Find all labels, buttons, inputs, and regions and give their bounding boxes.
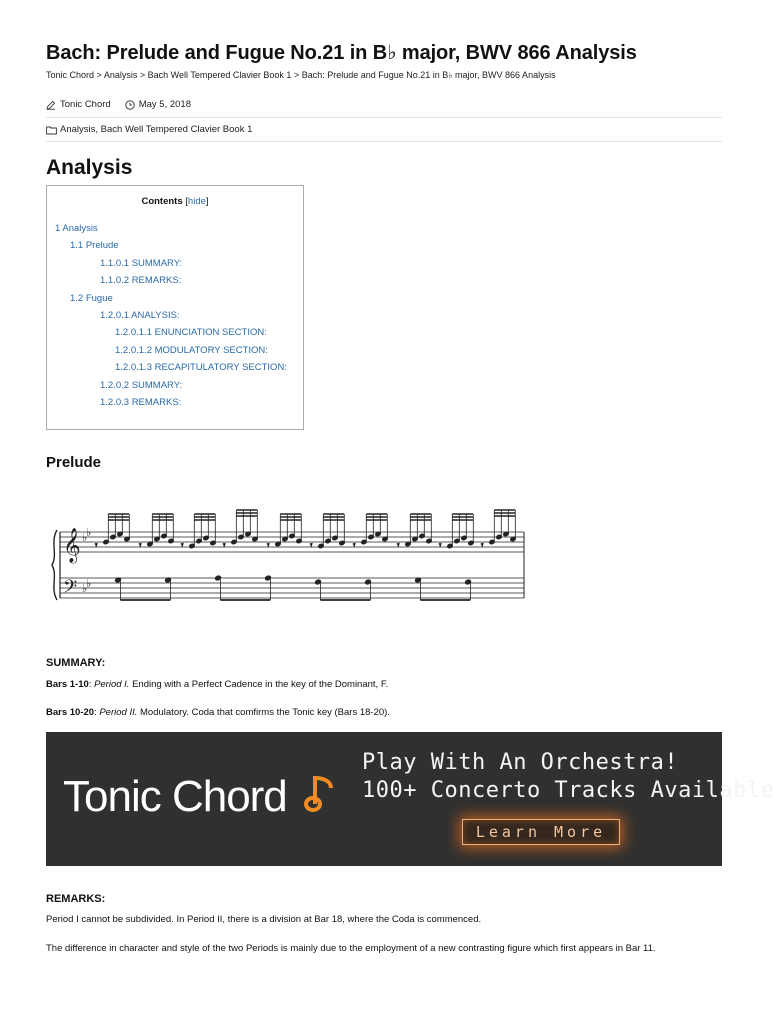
pencil-icon: [46, 100, 56, 110]
svg-text:𝄢: 𝄢: [63, 577, 78, 602]
summary-period-1: Period I.: [94, 679, 130, 690]
banner-tagline-2: 100+ Concerto Tracks Available: [362, 778, 774, 803]
toc-list: [47, 224, 287, 415]
toc-item-recapitulatory[interactable]: 1.2.0.1.3 RECAPITULATORY SECTION:: [115, 362, 287, 374]
toc-item-fugue[interactable]: 1.2 Fugue: [70, 292, 113, 304]
svg-text:𝄾: 𝄾: [439, 541, 442, 551]
breadcrumb-separator: >: [293, 70, 300, 80]
clock-icon: [125, 100, 135, 110]
toc-title: Contents: [141, 196, 183, 207]
toc-item-analysis[interactable]: 1 Analysis: [55, 223, 98, 234]
svg-text:♭: ♭: [86, 526, 92, 539]
author-link[interactable]: Tonic Chord: [60, 99, 111, 110]
breadcrumb-analysis[interactable]: Analysis: [103, 70, 138, 80]
breadcrumb-separator: >: [96, 70, 102, 80]
toc-item-fugue-analysis[interactable]: 1.2.0.1 ANALYSIS:: [100, 309, 180, 321]
summary-bars-2: Bars 10-20: [46, 707, 95, 718]
summary-text-2: Modulatory. Coda that comfirms the Tonic key (Bars 18-20).: [140, 707, 390, 718]
svg-text:♭: ♭: [86, 577, 92, 590]
svg-text:𝄾: 𝄾: [481, 541, 484, 551]
remarks-paragraph-2: The difference in character and style of the two Periods is mainly due to the employment of a new contrasting figure which first appears in Bar 11.: [46, 943, 656, 954]
summary-line-2: Bars 10-20: Period II. Modulatory. Coda that comfirms the Tonic key (Bars 18-20).: [46, 707, 390, 718]
breadcrumb: [46, 70, 556, 81]
summary-heading: SUMMARY:: [46, 657, 106, 669]
toc-item-fugue-summary[interactable]: 1.2.0.2 SUMMARY:: [100, 379, 183, 391]
divider: [46, 141, 722, 142]
svg-text:𝄾: 𝄾: [223, 541, 226, 551]
svg-text:𝄾: 𝄾: [267, 541, 270, 551]
summary-line-1: Bars 1-10: Period I. Ending with a Perfect Cadence in the key of the Dominant, F.: [46, 679, 389, 690]
promo-banner[interactable]: [46, 732, 774, 866]
remarks-paragraph-1: Period I cannot be subdivided. In Period II, there is a division at Bar 18, where the Coda is commenced.: [46, 914, 482, 925]
section-heading-analysis: Analysis: [46, 156, 133, 179]
svg-text:𝄾: 𝄾: [310, 541, 313, 551]
section-heading-prelude: Prelude: [46, 454, 102, 471]
page-title: Bach: Prelude and Fugue No.21 in B♭ major, BWV 866 Analysis: [46, 42, 637, 64]
music-note-icon: [305, 772, 335, 816]
category-links[interactable]: Analysis, Bach Well Tempered Clavier Book 1: [60, 124, 253, 135]
folder-icon: [46, 125, 57, 135]
toc-item-prelude-remarks[interactable]: 1.1.0.2 REMARKS:: [100, 275, 182, 287]
date-meta: [125, 99, 191, 110]
toc-item-fugue-remarks[interactable]: 1.2.0.3 REMARKS:: [100, 396, 182, 408]
post-meta: [46, 99, 205, 110]
breadcrumb-current: Bach: Prelude and Fugue No.21 in B♭ major, BWV 866 Analysis: [301, 70, 556, 80]
svg-text:𝄾: 𝄾: [181, 541, 184, 551]
svg-text:𝄾: 𝄾: [397, 541, 400, 551]
music-score-image: [46, 492, 536, 614]
toc-item-prelude[interactable]: 1.1 Prelude: [70, 240, 119, 252]
summary-bars-1: Bars 1-10: [46, 679, 89, 690]
post-categories: [46, 124, 252, 135]
post-date: May 5, 2018: [138, 99, 191, 110]
svg-text:♭: ♭: [82, 531, 88, 544]
svg-text:𝄾: 𝄾: [95, 541, 98, 551]
banner-brand: Tonic Chord: [63, 772, 287, 821]
breadcrumb-home[interactable]: Tonic Chord: [46, 70, 95, 80]
svg-text:𝄞: 𝄞: [63, 528, 81, 563]
learn-more-button[interactable]: Learn More: [462, 819, 620, 845]
divider: [46, 117, 722, 118]
table-of-contents: [46, 185, 304, 430]
svg-text:𝄾: 𝄾: [353, 541, 356, 551]
summary-text-1: Ending with a Perfect Cadence in the key of the Dominant, F.: [132, 679, 389, 690]
breadcrumb-separator: >: [139, 70, 146, 80]
summary-period-2: Period II.: [99, 707, 138, 718]
banner-tagline-1: Play With An Orchestra!: [362, 750, 679, 775]
toc-item-modulatory[interactable]: 1.2.0.1.2 MODULATORY SECTION:: [115, 344, 268, 356]
toc-item-enunciation[interactable]: 1.2.0.1.1 ENUNCIATION SECTION:: [115, 327, 267, 339]
svg-text:♭: ♭: [82, 582, 88, 595]
breadcrumb-book[interactable]: Bach Well Tempered Clavier Book 1: [147, 70, 292, 80]
author-meta: [46, 99, 111, 110]
toc-header: Contents [hide]: [141, 196, 209, 207]
remarks-heading: REMARKS:: [46, 893, 106, 905]
svg-text:𝄾: 𝄾: [139, 541, 142, 551]
toc-item-prelude-summary[interactable]: 1.1.0.1 SUMMARY:: [100, 257, 183, 269]
toc-hide-toggle[interactable]: hide: [187, 196, 206, 207]
